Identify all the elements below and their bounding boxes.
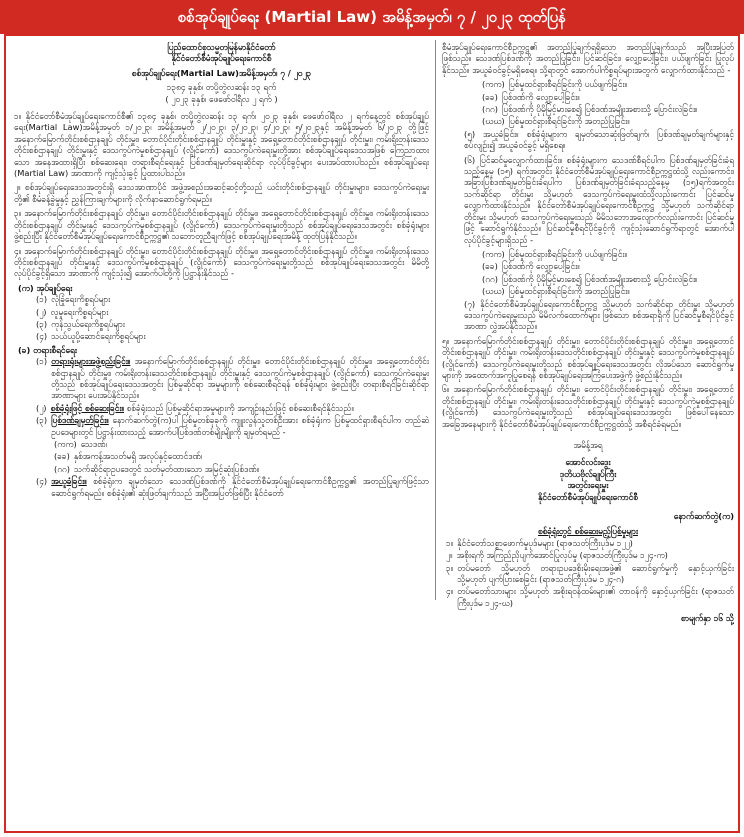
administration-item bbox=[14, 331, 429, 342]
item-heading: စစ်ခုံရုံးဖြင့် စစ်ဆေးခြင်း။ bbox=[50, 402, 124, 413]
clause-5: (၅) အယူခံခြင်း။ စစ်ခုံရုံးများက ချမှတ်သောဆုံးဖြတ်ချက်၊ ပြစ်ဒဏ်ချမှတ်ချက်များနှင့် စပ်လျဉ်း၍ အယူခံဝင်ခွင့် မရှိစေရ။ bbox=[464, 128, 734, 151]
item-text bbox=[51, 415, 429, 438]
right-column bbox=[442, 42, 734, 832]
item-number: (၄) bbox=[36, 331, 48, 342]
header-date-myanmar: ၁၃၈၄ ခုနှစ်၊ တပို့တွဲလဆန်း ၁၃ ရက် bbox=[166, 82, 277, 93]
paragraph-1: ၁။ နိုင်ငံတော်စီမံအုပ်ချုပ်ရေးကောင်စီ၏ ၁၃၈၄ ခုနှစ်၊ တပို့တွဲလဆန်း ၁၃ ရက်၊ ၂၀၂၃ ခုနှစ်၊ ဖေဖော်ဝါရီလ ၂ ရက်နေ့တွင် စစ်အုပ်ချုပ်ရေး(Martial Law)အမိန့်အမှတ် ၁/၂၀၂၃၊ အမိန့်အမှတ် ၂/၂၀၂၃၊ ၃/၂၀၂၃၊ ၄/၂၀၂၃၊ ၅/၂၀၂၃နှင့် အမိန့်အမှတ် ၆/၂၀၂၃ တို့ဖြင့် အနောက်မြောက်တိုင်းစစ်ဌာနချုပ် တိုင်းမှူး၊ တောင်ပိုင်းတိုင်းစစ်ဌာနချုပ် တိုင်းမှူးနှင့် အရှေ့တောင်တိုင်းစစ်ဌာနချုပ် တိုင်းမှူး၊ ကမ်းရိုးတန်းဒေသတိုင်းစစ်ဌာနချုပ် တိုင်းမှူးနှင့် ဒေသကွပ်ကဲမှုစစ်ဌာနချုပ် (လွိုင်ကော်) ဒေသကွပ်ကဲရေးမှူးတို့အား စစ်အုပ်ချုပ်ရေးဒေသအဖြစ် ကြေညာထားသော အနေအထားရှိပြီး စစ်ဆေးရေး၊ တရားစီရင်ရေးနှင့် ပြစ်ဒဏ်ချမှတ်ရေးဆိုင်ရာ လုပ်ပိုင်ခွင့်များ ပေးအပ်ထားပါသည်။ စစ်အုပ်ချုပ်ရေး (Martial Law) အာဏာကို ကျင့်သုံးခွင့် ပြုထားပါသည်။ bbox=[14, 111, 429, 179]
article-frame bbox=[4, 34, 740, 833]
item-text: ပြစ်ဒဏ်ကို လျှော့ပေါ့ခြင်း။ bbox=[501, 91, 580, 102]
paragraph-4: ၄။ အနောက်မြောက်တိုင်းစစ်ဌာနချုပ် တိုင်းမှူး၊ တောင်ပိုင်းတိုင်းစစ်ဌာနချုပ် တိုင်းမှူး၊ အရှေ့တောင်တိုင်းစစ်ဌာနချုပ် တိုင်းမှူး၊ ကမ်းရိုးတန်းဒေသတိုင်းစစ်ဌာနချုပ် တိုင်းမှူးနှင့် ဒေသကွပ်ကဲမှုစစ်ဌာနချုပ် (လွိုင်ကော်) ဒေသကွပ်ကဲရေးမှူးတို့သည် စစ်အုပ်ချုပ်ရေးဒေသအတွင်း မိမိတို့ လုပ်ပိုင်ခွင့်ရှိသော အာဏာကို ကျင့်သုံး၍ အောက်ပါတို့ကို ပြဋ္ဌာန်းနိုင်သည် - bbox=[14, 245, 429, 279]
administration-item bbox=[14, 307, 429, 318]
item-text: သက်ဆိုင်ရာဥပဒေတွင် သတ်မှတ်ထားသော အမြင့်ဆုံးပြစ်ဒဏ်။ bbox=[73, 463, 260, 474]
left-column bbox=[14, 42, 429, 832]
item-text: ပြစ်မှုထင်ရှားစီရင်ခြင်းကို ပယ်ဖျက်ခြင်း။ bbox=[508, 248, 627, 259]
item-number: ၁။ bbox=[446, 537, 454, 548]
item-number: (ဃဃ) bbox=[482, 116, 505, 127]
item-text: တပ်မတော်သားများ သို့မဟုတ် အစိုးရဝန်ထမ်းများ၏ တာဝန်ကို နှောင့်ယှက်ခြင်း (ရာဇသတ်ကြီးပုဒ်မ ၁၂၄-ဃ) bbox=[457, 586, 734, 608]
revision-item bbox=[442, 249, 734, 260]
signature-title: အတွင်းရေးမှူး bbox=[567, 480, 609, 491]
continuation-text: စီမံအုပ်ချုပ်ရေးကောင်စီဥက္ကဋ္ဌ၏ အတည်ပြုချက်ရရှိသော အတည်ပြုချက်သည် အပြီးအပြတ်ဖြစ်သည်။ သေဒဏ်ပြစ်ဒဏ်ကို အတည်ပြုခြင်း၊ ပြင်ဆင်ခြင်း၊ လျှော့ပေါ့ခြင်း၊ ပယ်ဖျက်ခြင်း ပြုလုပ်နိုင်သည်။ အယူခံဝင်ခွင့်မရှိစေရ။ သို့ရာတွင် အောက်ပါကိစ္စရပ်များအတွက် လျှောက်ထားနိုင်သည် - bbox=[442, 42, 734, 75]
revision-item bbox=[442, 261, 734, 272]
annex-item bbox=[442, 586, 734, 609]
revision-item bbox=[442, 116, 734, 127]
revision-item bbox=[442, 79, 734, 90]
header-date-gregorian: ( ၂၀၂၃ ခုနှစ်၊ ဖေဖော်ဝါရီလ ၂ ရက် ) bbox=[165, 93, 278, 104]
item-number: (၂) bbox=[36, 306, 47, 317]
item-text: တပ်မတော် သို့မဟုတ် တရားဥပဒေစိုးမိုးရေးအဖွဲ့၏ ဆောင်ရွက်မှုကို နှောင့်ယှက်ခြင်း သို့မဟုတ် ပျက်ပြားစေခြင်း (ရာဇသတ်ကြီးပုဒ်မ ၁၂၄-ဂ) bbox=[457, 562, 734, 585]
item-text bbox=[51, 356, 429, 402]
item-number: (၁) bbox=[36, 294, 48, 305]
item-text bbox=[51, 476, 429, 499]
item-text: သယ်ယူပို့ဆောင်ရေးကိစ္စရပ်များ bbox=[51, 331, 146, 342]
penalty-item bbox=[14, 464, 429, 475]
item-number: (၃) bbox=[36, 415, 48, 426]
administration-list bbox=[14, 294, 429, 343]
item-body: နောက်ဆက်တွဲ(က)ပါ ပြစ်မှုတစ်ခုခုကို ကျူးလွန်သူတစ်ဦးအား စစ်ခုံရုံးက ပြစ်မှုထင်ရှားစီရင်ပါက တည်ဆဲဥပဒေများတွင် ပြဋ္ဌာန်းထားသည့် အောက်ပါပြစ်ဒဏ်တစ်မျိုးမျိုးကို ချမှတ်ရမည် - bbox=[51, 415, 429, 437]
annex-title: နောက်ဆက်တွဲ(က) bbox=[673, 511, 734, 522]
section-judiciary: (ခ) တရားစီရင်ရေး bbox=[18, 344, 77, 355]
revision-list-2 bbox=[442, 249, 734, 298]
item-text: လူမှုရေးကိစ္စရပ်များ bbox=[50, 306, 109, 317]
revision-item bbox=[442, 92, 734, 103]
revision-item bbox=[442, 286, 734, 297]
item-number: (ကက) bbox=[482, 248, 505, 259]
judiciary-item-2 bbox=[14, 403, 429, 414]
item-text: ပြစ်ဒဏ်ကို လျှော့ပေါ့ခြင်း။ bbox=[501, 261, 580, 272]
item-text: ပြစ်မှုထင်ရှားစီရင်ခြင်းကို အတည်ပြုခြင်း။ bbox=[508, 116, 630, 127]
item-number: (ကက) bbox=[54, 439, 77, 449]
item-number: (ဂဂ) bbox=[482, 273, 498, 284]
clause-6: (၆) ပြင်ဆင်မှုလျှောက်ထားခြင်း။ စစ်ခုံရုံးများက သေဒဏ်စီရင်ပါက ပြစ်ဒဏ်ချမှတ်ခြင်းခံရသည့်နေ့မှ (၁၅) ရက်အတွင်း နိုင်ငံတော်စီမံအုပ်ချုပ်ရေးကောင်စီဥက္ကဋ္ဌထံသို့ လည်းကောင်း၊ အခြားပြစ်ဒဏ်ချမှတ်ခြင်းခံရပါက ပြစ်ဒဏ်ချမှတ်ခြင်းခံရသည့်နေ့မှ (၁၅)ရက်အတွင်း သက်ဆိုင်ရာ တိုင်းမှူး သို့မဟုတ် ဒေသကွပ်ကဲရေးမှူးထံသို့လည်းကောင်း ပြင်ဆင်မှုလျှောက်ထားနိုင်သည်။ နိုင်ငံတော်စီမံအုပ်ချုပ်ရေးကောင်စီဥက္ကဋ္ဌ သို့မဟုတ် သက်ဆိုင်ရာ တိုင်းမှူး သို့မဟုတ် ဒေသကွပ်ကဲရေးမှူးသည် မိမိသဘောအလျောက်လည်းကောင်း ပြင်ဆင်မှုဖြင့် ဆောင်ရွက်နိုင်သည်။ ပြင်ဆင်မှုစီရင်ပိုင်ခွင့်ကို ကျင့်သုံးဆောင်ရွက်ရာတွင် အောက်ပါလုပ်ပိုင်ခွင့်များရှိသည် - bbox=[464, 154, 734, 245]
item-number: (၂) bbox=[36, 402, 47, 413]
item-text: ပြစ်ဒဏ်ကို ပိုမိုမြင့်မားစေ၍ ပြစ်ဒဏ်အမျိုးအစားသို့ ပြောင်းလဲခြင်း။ bbox=[501, 273, 698, 284]
annex-item bbox=[442, 550, 734, 561]
signature-name: အောင်လင်းဒွေး bbox=[565, 457, 611, 468]
item-heading: အယူခံခြင်း။ bbox=[51, 476, 87, 487]
signature-rank: ဒုတိယဗိုလ်ချုပ်ကြီး bbox=[559, 468, 617, 479]
paragraph-2: ၂။ စစ်အုပ်ချုပ်ရေးဒေသအတွင်းရှိ ဒေသအာဏာပိုင် အဖွဲ့အစည်းအဆင့်ဆင့်တို့သည် ယင်းတိုင်းစစ်ဌာနချုပ် တိုင်းမှူးများ၊ ဒေသကွပ်ကဲရေးမှူးတို့၏ စီမံခန့်ခွဲမှုနှင့် ညွှန်ကြားချက်များကို လိုက်နာဆောင်ရွက်ရမည်။ bbox=[14, 182, 429, 204]
item-text: ပြစ်ဒဏ်ကို ပိုမိုမြင့်မားစေ၍ ပြစ်ဒဏ်အမျိုးအစားသို့ ပြောင်းလဲခြင်း။ bbox=[501, 104, 698, 115]
item-number: (၄) bbox=[36, 476, 48, 487]
item-text: လုံခြုံရေးကိစ္စရပ်များ bbox=[51, 294, 111, 305]
item-number: (ဂဂ) bbox=[482, 104, 498, 115]
item-heading: တရားရုံးများအဖွဲ့စည်းခြင်း။ bbox=[51, 356, 131, 367]
annex-item bbox=[442, 563, 734, 586]
header-order-number: စစ်အုပ်ချုပ်ရေး(Martial Law)အမိန့်အမှတ်၊ ၇ / ၂၀၂၃ bbox=[131, 67, 312, 78]
item-text: ပြစ်မှုထင်ရှားစီရင်ခြင်းကို အတည်ပြုခြင်း။ bbox=[508, 286, 630, 297]
item-number: (၁) bbox=[36, 356, 48, 367]
item-text: သေဒဏ်၊ bbox=[80, 439, 107, 449]
annex-subtitle: စစ်ခုံရုံးတွင် စစ်ဆေးမည့်ပြစ်မှုများ bbox=[538, 526, 638, 537]
item-text bbox=[51, 403, 429, 414]
item-number: (ကက) bbox=[482, 79, 505, 90]
item-number: (ဂဂ) bbox=[54, 463, 70, 474]
item-number: (ဃဃ) bbox=[482, 286, 505, 297]
item-text: နှစ်အကန့်အသတ်မရှိ အလုပ်နှင့်ထောင်ဒဏ်၊ bbox=[73, 451, 203, 462]
signature-order: အမိန့်အရ bbox=[573, 440, 603, 450]
item-text: နိုင်ငံတော်သစ္စာဖောက်မှုပုဒ်မများ (ရာဇသတ်ကြီးပုဒ်မ ၁၂၂) bbox=[457, 537, 633, 548]
item-number: (ခခ) bbox=[482, 91, 498, 102]
item-number: (ခခ) bbox=[482, 261, 498, 272]
judiciary-item-3 bbox=[14, 415, 429, 438]
clause-7: (၇) နိုင်ငံတော်စီမံအုပ်ချုပ်ရေးကောင်စီဥက္ကဋ္ဌ သို့မဟုတ် သက်ဆိုင်ရာ တိုင်းမှူး သို့မဟုတ် ဒေသကွပ်ကဲရေးမှူးသည် မိမိလက်ထောက်များ ဖြစ်သော စစ်အရာရှိကို ပြင်ဆင်မှုစီရင်ပိုင်ခွင့် အာဏာ လွှဲအပ်နိုင်သည်။ bbox=[464, 298, 734, 332]
revision-item bbox=[442, 104, 734, 115]
judiciary-item-1 bbox=[14, 356, 429, 402]
item-body: စစ်ခုံရုံးသည် ပြစ်မှုဆိုင်ရာအမှုများကို အကျဉ်းနည်းဖြင့် စစ်ဆေးစီရင်နိုင်သည်။ bbox=[126, 402, 354, 413]
item-number: (ခခ) bbox=[54, 451, 70, 462]
column-divider bbox=[435, 40, 436, 600]
revision-item bbox=[442, 274, 734, 285]
penalty-item bbox=[14, 451, 429, 462]
section-administration: (က) အုပ်ချုပ်ရေး bbox=[18, 282, 73, 293]
signature-block bbox=[442, 440, 734, 503]
annex-item bbox=[442, 538, 734, 549]
administration-item bbox=[14, 319, 429, 330]
header-country: ပြည်ထောင်စုသမ္မတမြန်မာနိုင်ငံတော် bbox=[167, 42, 276, 52]
item-text: ကုန်သွယ်ရေးကိစ္စရပ်များ bbox=[51, 318, 125, 329]
paragraph-5: ၅။ အနောက်မြောက်တိုင်းစစ်ဌာနချုပ် တိုင်းမှူး၊ တောင်ပိုင်းတိုင်းစစ်ဌာနချုပ် တိုင်းမှူး၊ အရှေ့တောင်တိုင်းစစ်ဌာနချုပ် တိုင်းမှူး၊ ကမ်းရိုးတန်းဒေသတိုင်းစစ်ဌာနချုပ် တိုင်းမှူးနှင့် ဒေသကွပ်ကဲမှုစစ်ဌာနချုပ် (လွိုင်ကော်) ဒေသကွပ်ကဲရေးမှူးတို့သည် စစ်အုပ်ချုပ်ရေးဒေသအတွင်း လိုအပ်သော ဆောင်ရွက်မှုများကို အထောက်အကူပြုစေရန် စစ်အုပ်ချုပ်ရေးအကြံပေးအဖွဲ့ကို ဖွဲ့စည်းနိုင်သည်။ bbox=[442, 335, 734, 380]
headline-banner: စစ်အုပ်ချုပ်ရေး (Martial Law) အမိန့်အမှတ်၊ ၇ / ၂၀၂၃ ထုတ်ပြန် bbox=[0, 0, 744, 34]
administration-item bbox=[14, 294, 429, 305]
item-number: ၄။ bbox=[446, 586, 454, 597]
signature-council: နိုင်ငံတော်စီမံအုပ်ချုပ်ရေးကောင်စီ bbox=[538, 491, 638, 502]
penalty-list bbox=[14, 439, 429, 475]
item-body: စစ်ခုံရုံးက ချမှတ်သော သေဒဏ်ပြစ်ဒဏ်ကို နိုင်ငံတော်စီမံအုပ်ချုပ်ရေးကောင်စီဥက္ကဋ္ဌ၏ အတည်ပြုချက်ဖြင့်သာ ဆောင်ရွက်ရမည်။ စစ်ခုံရုံး၏ ဆုံးဖြတ်ချက်သည် အပြီးအပြတ်ဖြစ်ပြီး နိုင်ငံတော် bbox=[51, 476, 429, 498]
item-number: (၃) bbox=[36, 318, 48, 329]
next-page-label: စာမျက်နှာ ၁၆ သို့ bbox=[680, 613, 734, 624]
annex-list bbox=[442, 538, 734, 609]
header-council: နိုင်ငံတော်စီမံအုပ်ချုပ်ရေးကောင်စီ bbox=[171, 53, 272, 64]
paragraph-3: ၃။ အနောက်မြောက်တိုင်းစစ်ဌာနချုပ် တိုင်းမှူး၊ တောင်ပိုင်းတိုင်းစစ်ဌာနချုပ် တိုင်းမှူး၊ အရှေ့တောင်တိုင်းစစ်ဌာနချုပ် တိုင်းမှူး၊ ကမ်းရိုးတန်းဒေသတိုင်းစစ်ဌာနချုပ် တိုင်းမှူးနှင့် ဒေသကွပ်ကဲမှုစစ်ဌာနချုပ် (လွိုင်ကော်) ဒေသကွပ်ကဲရေးမှူးတို့သည် စစ်အုပ်ချုပ်ရေးဒေသအတွင်း စစ်ခုံရုံးများ ဖွဲ့စည်းပြီး နိုင်ငံတော်စီမံအုပ်ချုပ်ရေးကောင်စီဥက္ကဋ္ဌ၏ သဘောတူညီချက်ဖြင့် စစ်အုပ်ချုပ်ရေးအမိန့် ထုတ်ပြန်နိုင်သည်။ bbox=[14, 208, 429, 242]
item-number: ၃။ bbox=[446, 562, 454, 573]
item-number: ၂။ bbox=[446, 550, 453, 561]
judiciary-item-4 bbox=[14, 476, 429, 499]
item-text: အစိုးရကို အကြည်ညိုပျက်အောင်ပြုလုပ်မှု (ရာဇသတ်ကြီးပုဒ်မ ၁၂၄-က) bbox=[456, 550, 668, 561]
item-text: ပြစ်မှုထင်ရှားစီရင်ခြင်းကို ပယ်ဖျက်ခြင်း။ bbox=[508, 79, 627, 90]
item-body: အနောက်မြောက်တိုင်းစစ်ဌာနချုပ် တိုင်းမှူး၊ တောင်ပိုင်းတိုင်းစစ်ဌာနချုပ် တိုင်းမှူး၊ အရှေ့တောင်တိုင်းစစ်ဌာနချုပ် တိုင်းမှူး၊ ကမ်းရိုးတန်းဒေသတိုင်းစစ်ဌာနချုပ် တိုင်းမှူးနှင့် ဒေသကွပ်ကဲမှုစစ်ဌာနချုပ် (လွိုင်ကော်) ဒေသကွပ်ကဲရေးမှူးတို့သည် စစ်အုပ်ချုပ်ရေးဒေသအတွင်း ပြစ်မှုဆိုင်ရာ အမှုများကို စစ်ဆေးစီရင်ရန် စစ်ခုံရုံးများ ဖွဲ့စည်းပြီး တရားစီရင်ခြင်းဆိုင်ရာ အာဏာများ ပေးအပ်နိုင်သည်။ bbox=[51, 356, 429, 401]
penalty-item bbox=[14, 439, 429, 450]
paragraph-6: ၆။ အနောက်မြောက်တိုင်းစစ်ဌာနချုပ် တိုင်းမှူး၊ တောင်ပိုင်းတိုင်းစစ်ဌာနချုပ် တိုင်းမှူး၊ အရှေ့တောင်တိုင်းစစ်ဌာနချုပ် တိုင်းမှူး၊ ကမ်းရိုးတန်းဒေသတိုင်းစစ်ဌာနချုပ် တိုင်းမှူးနှင့် ဒေသကွပ်ကဲမှုစစ်ဌာနချုပ် (လွိုင်ကော်) ဒေသကွပ်ကဲရေးမှူးတို့သည် စစ်အုပ်ချုပ်ရေးဒေသအတွင်း ဖြစ်ပေါ်နေသော အခြေအနေများကို နိုင်ငံတော်စီမံအုပ်ချုပ်ရေးကောင်စီဥက္ကဋ္ဌထံသို့ အစီရင်ခံရမည်။ bbox=[442, 384, 734, 429]
revision-list-1 bbox=[442, 79, 734, 128]
item-heading: ပြစ်ဒဏ်ချမှတ်ခြင်း။ bbox=[51, 415, 109, 426]
